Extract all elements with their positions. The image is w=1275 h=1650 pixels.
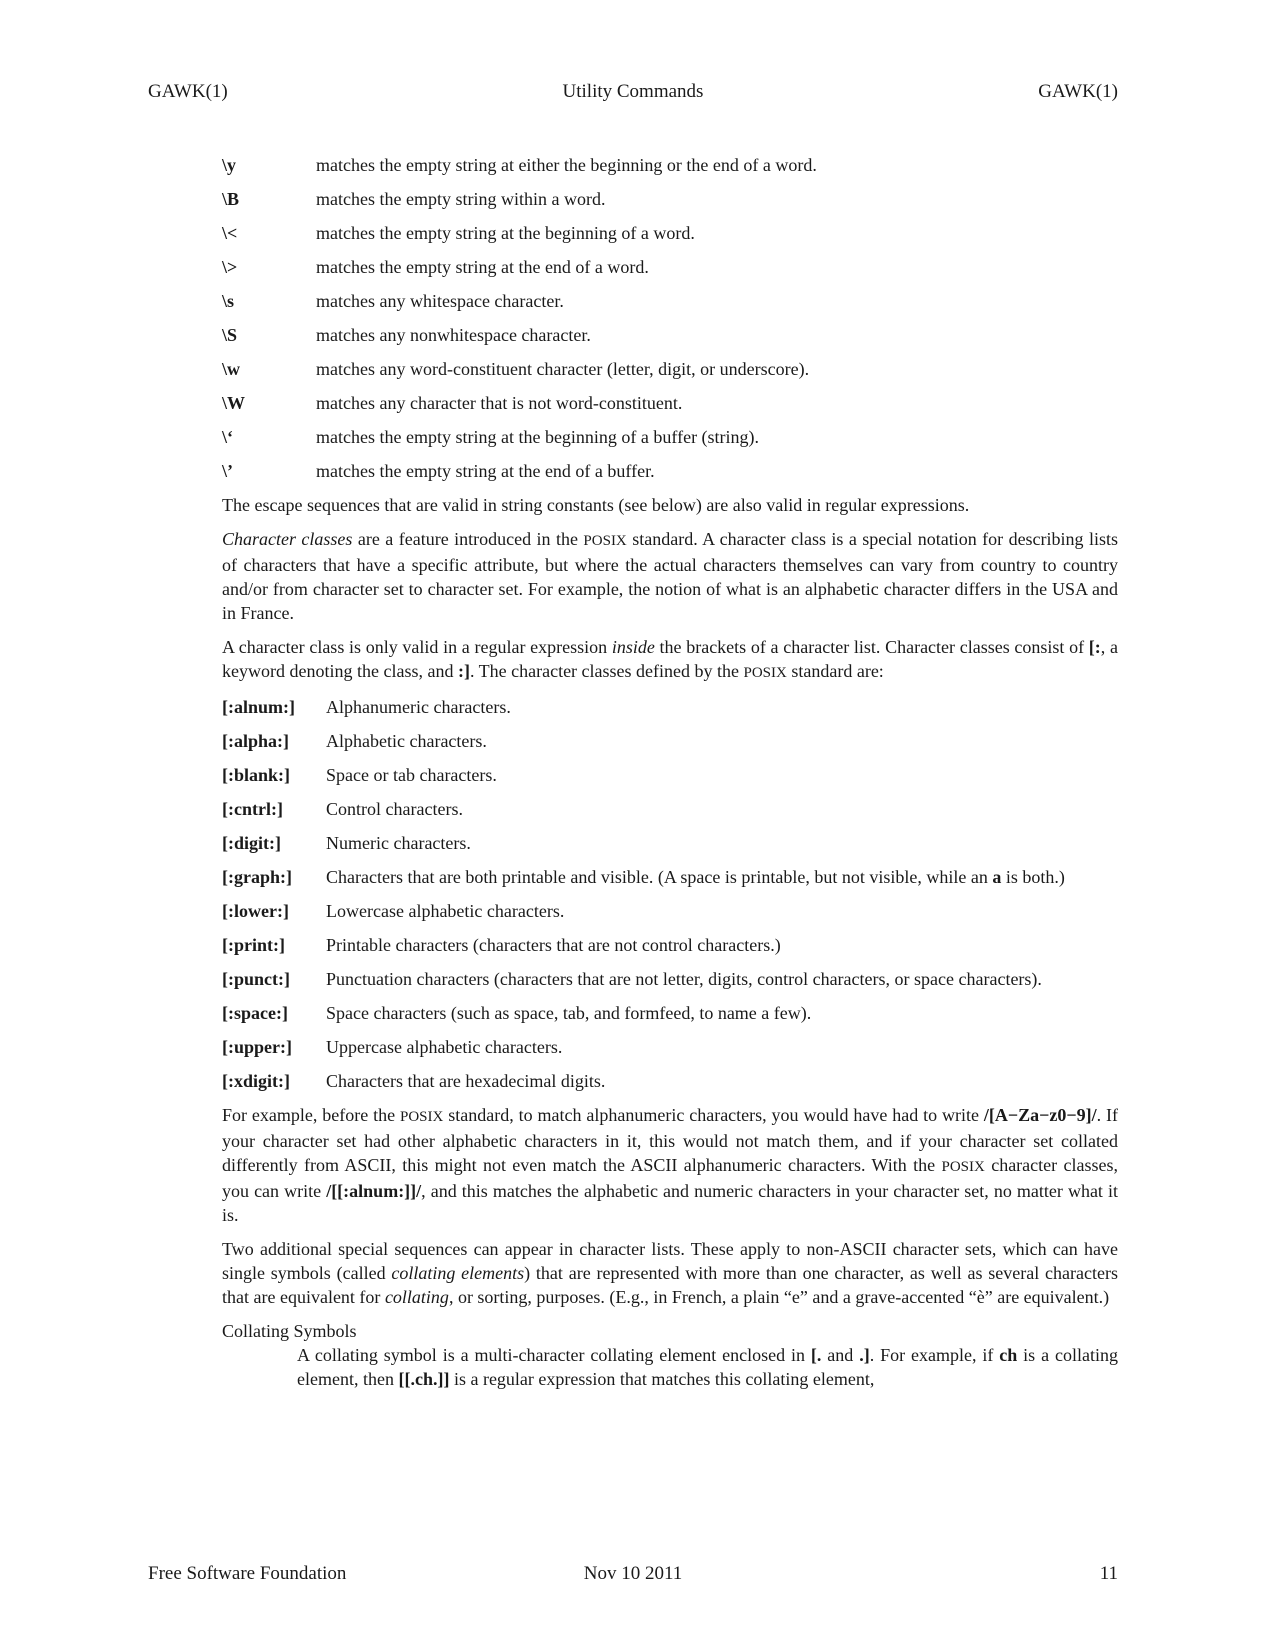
text-run: , a keyword denoting the class, and bbox=[222, 637, 1118, 681]
collating-symbols-section bbox=[222, 1319, 1118, 1391]
escape-definition: matches the empty string at the beginning of a word. bbox=[316, 223, 695, 243]
header-right: GAWK(1) bbox=[1038, 81, 1118, 102]
escape-term: \w bbox=[222, 359, 240, 379]
class-term: [:upper:] bbox=[222, 1037, 292, 1057]
escape-row bbox=[222, 459, 1118, 483]
class-definition: Control characters. bbox=[326, 799, 463, 819]
text-run: , or sorting, purposes. (E.g., in French, a plain “e” and a grave-accented “è” are equivalent.) bbox=[448, 1287, 1110, 1307]
escape-term: \W bbox=[222, 393, 246, 413]
class-definition: Characters that are hexadecimal digits. bbox=[326, 1071, 606, 1091]
escape-definition: matches the empty string at the end of a word. bbox=[316, 257, 649, 277]
escape-row bbox=[222, 255, 1118, 279]
escape-definition: matches any character that is not word-constituent. bbox=[316, 393, 683, 413]
escape-row bbox=[222, 221, 1118, 245]
class-definition: Printable characters (characters that are not control characters.) bbox=[326, 935, 781, 955]
footer-center: Nov 10 2011 bbox=[583, 1563, 683, 1584]
text-run: is both.) bbox=[1001, 867, 1065, 887]
class-term: [:punct:] bbox=[222, 969, 290, 989]
bold-token: [: bbox=[1088, 637, 1101, 657]
class-term: [:graph:] bbox=[222, 867, 292, 887]
text-run: Characters that are both printable and visible. (A space is printable, but not visible, while an bbox=[326, 867, 993, 887]
class-term: [:xdigit:] bbox=[222, 1071, 290, 1091]
character-classes-paragraph bbox=[222, 527, 1118, 625]
escape-row bbox=[222, 289, 1118, 313]
footer-left: Free Software Foundation bbox=[148, 1563, 347, 1584]
text-run: character classes, you can write bbox=[222, 1155, 1118, 1201]
class-row bbox=[222, 831, 1118, 855]
escape-definition: matches the empty string at the end of a buffer. bbox=[316, 461, 655, 481]
character-class-validity-paragraph bbox=[222, 635, 1118, 685]
text-run: A character class is only valid in a regular expression bbox=[222, 637, 612, 657]
section-heading: Collating Symbols bbox=[222, 1321, 357, 1341]
text-run: Two additional special sequences can appear in character lists. These apply to non-ASCII character sets, which can have single symbols (called bbox=[222, 1239, 1118, 1283]
text-run: standard, to match alphanumeric characters, you would have had to write bbox=[443, 1105, 984, 1125]
class-row bbox=[222, 865, 1118, 889]
class-term: [:print:] bbox=[222, 935, 285, 955]
escape-term: \y bbox=[222, 155, 237, 175]
class-row bbox=[222, 1001, 1118, 1025]
escape-row bbox=[222, 323, 1118, 347]
page-content bbox=[222, 153, 1118, 1391]
text-run: A collating symbol is a multi-character collating element enclosed in bbox=[297, 1345, 811, 1365]
code-token: [[.ch.]] bbox=[398, 1369, 450, 1389]
escape-list bbox=[222, 153, 1118, 483]
class-row bbox=[222, 967, 1118, 991]
escape-row bbox=[222, 187, 1118, 211]
bold-token: .] bbox=[859, 1345, 870, 1365]
escape-row bbox=[222, 391, 1118, 415]
bold-token: a bbox=[992, 867, 1002, 887]
class-list bbox=[222, 695, 1118, 1093]
text-run: ) that are represented with more than one character, as well as several characters that are equivalent for bbox=[222, 1263, 1118, 1307]
class-definition: Alphabetic characters. bbox=[326, 731, 487, 751]
escape-term: \> bbox=[222, 257, 238, 277]
emphasis-text: collating bbox=[384, 1287, 449, 1307]
code-token: /[[:alnum:]]/ bbox=[326, 1181, 422, 1201]
escape-term: \s bbox=[222, 291, 235, 311]
escape-definition: matches any word-constituent character (letter, digit, or underscore). bbox=[316, 359, 810, 379]
bold-token: ch bbox=[999, 1345, 1018, 1365]
escape-row bbox=[222, 153, 1118, 177]
text-run: is a regular expression that matches this collating element, bbox=[449, 1369, 875, 1389]
text-run: . For example, if bbox=[869, 1345, 1000, 1365]
escape-sequences-paragraph: The escape sequences that are valid in string constants (see below) are also valid in regular expressions. bbox=[222, 495, 970, 515]
class-definition bbox=[326, 865, 1118, 889]
class-row bbox=[222, 899, 1118, 923]
emphasis-text: Character classes bbox=[222, 529, 353, 549]
class-term: [:lower:] bbox=[222, 901, 289, 921]
header-left: GAWK(1) bbox=[148, 81, 228, 102]
bold-token: :] bbox=[457, 661, 470, 681]
escape-term: \‘ bbox=[222, 427, 233, 447]
posix-abbrev: POSIX bbox=[743, 665, 787, 681]
collating-symbols-text bbox=[297, 1343, 1118, 1391]
header-center: Utility Commands bbox=[562, 81, 704, 102]
class-row bbox=[222, 729, 1118, 753]
class-row bbox=[222, 763, 1118, 787]
escape-term: \S bbox=[222, 325, 238, 345]
class-definition: Lowercase alphabetic characters. bbox=[326, 901, 565, 921]
class-row bbox=[222, 1069, 1118, 1093]
class-definition: Punctuation characters (characters that are not letter, digits, control characters, or space characters). bbox=[326, 969, 1042, 989]
special-sequences-paragraph bbox=[222, 1237, 1118, 1309]
text-run: the brackets of a character list. Character classes consist of bbox=[654, 637, 1089, 657]
class-term: [:digit:] bbox=[222, 833, 281, 853]
class-row bbox=[222, 797, 1118, 821]
class-row bbox=[222, 933, 1118, 957]
text-run: , and this matches the alphabetic and numeric characters in your character set, no matter what it is. bbox=[222, 1181, 1119, 1225]
code-token: /[A−Za−z0−9]/ bbox=[983, 1105, 1097, 1125]
class-definition: Alphanumeric characters. bbox=[326, 697, 511, 717]
escape-term: \B bbox=[222, 189, 240, 209]
class-definition: Space characters (such as space, tab, and formfeed, to name a few). bbox=[326, 1003, 812, 1023]
class-term: [:blank:] bbox=[222, 765, 291, 785]
page-header bbox=[148, 80, 1118, 104]
class-term: [:space:] bbox=[222, 1003, 288, 1023]
emphasis-text: collating elements bbox=[391, 1263, 525, 1283]
bold-token: [. bbox=[810, 1345, 822, 1365]
escape-definition: matches the empty string at the beginning of a buffer (string). bbox=[316, 427, 760, 447]
text-run: For example, before the bbox=[222, 1105, 400, 1125]
escape-term: \< bbox=[222, 223, 238, 243]
class-definition: Numeric characters. bbox=[326, 833, 471, 853]
page-number: 11 bbox=[1099, 1563, 1118, 1584]
class-term: [:alnum:] bbox=[222, 697, 295, 717]
posix-abbrev: POSIX bbox=[583, 533, 627, 549]
escape-definition: matches the empty string at either the beginning or the end of a word. bbox=[316, 155, 817, 175]
example-paragraph bbox=[222, 1103, 1118, 1227]
class-row bbox=[222, 695, 1118, 719]
escape-row bbox=[222, 425, 1118, 449]
escape-definition: matches any whitespace character. bbox=[316, 291, 564, 311]
class-term: [:alpha:] bbox=[222, 731, 289, 751]
text-run: . The character classes defined by the bbox=[469, 661, 744, 681]
text-run: is a collating element, then bbox=[297, 1345, 1118, 1389]
class-term: [:cntrl:] bbox=[222, 799, 283, 819]
text-run: standard. A character class is a special notation for describing lists of characters that have a specific attribute, but where the actual characters themselves can vary from country to country and/or from character set to character set. For example, the notion of what is an alphabetic character differs in the USA and in France. bbox=[222, 529, 1118, 623]
page-footer bbox=[148, 1562, 1118, 1586]
class-definition: Uppercase alphabetic characters. bbox=[326, 1037, 563, 1057]
text-run: . If your character set had other alphabetic characters in it, this would not match them, and if your character set collated differently from ASCII, this might not even match the ASCII alphanumeric characters. With the bbox=[222, 1105, 1118, 1175]
escape-definition: matches any nonwhitespace character. bbox=[316, 325, 591, 345]
class-row bbox=[222, 1035, 1118, 1059]
posix-abbrev: POSIX bbox=[400, 1109, 444, 1125]
text-run: and bbox=[821, 1345, 860, 1365]
emphasis-text: inside bbox=[611, 637, 655, 657]
escape-term: \’ bbox=[222, 461, 233, 481]
escape-definition: matches the empty string within a word. bbox=[316, 189, 606, 209]
class-definition: Space or tab characters. bbox=[326, 765, 497, 785]
text-run: are a feature introduced in the bbox=[352, 529, 584, 549]
text-run: standard are: bbox=[786, 661, 884, 681]
posix-abbrev: POSIX bbox=[941, 1159, 985, 1175]
escape-row bbox=[222, 357, 1118, 381]
